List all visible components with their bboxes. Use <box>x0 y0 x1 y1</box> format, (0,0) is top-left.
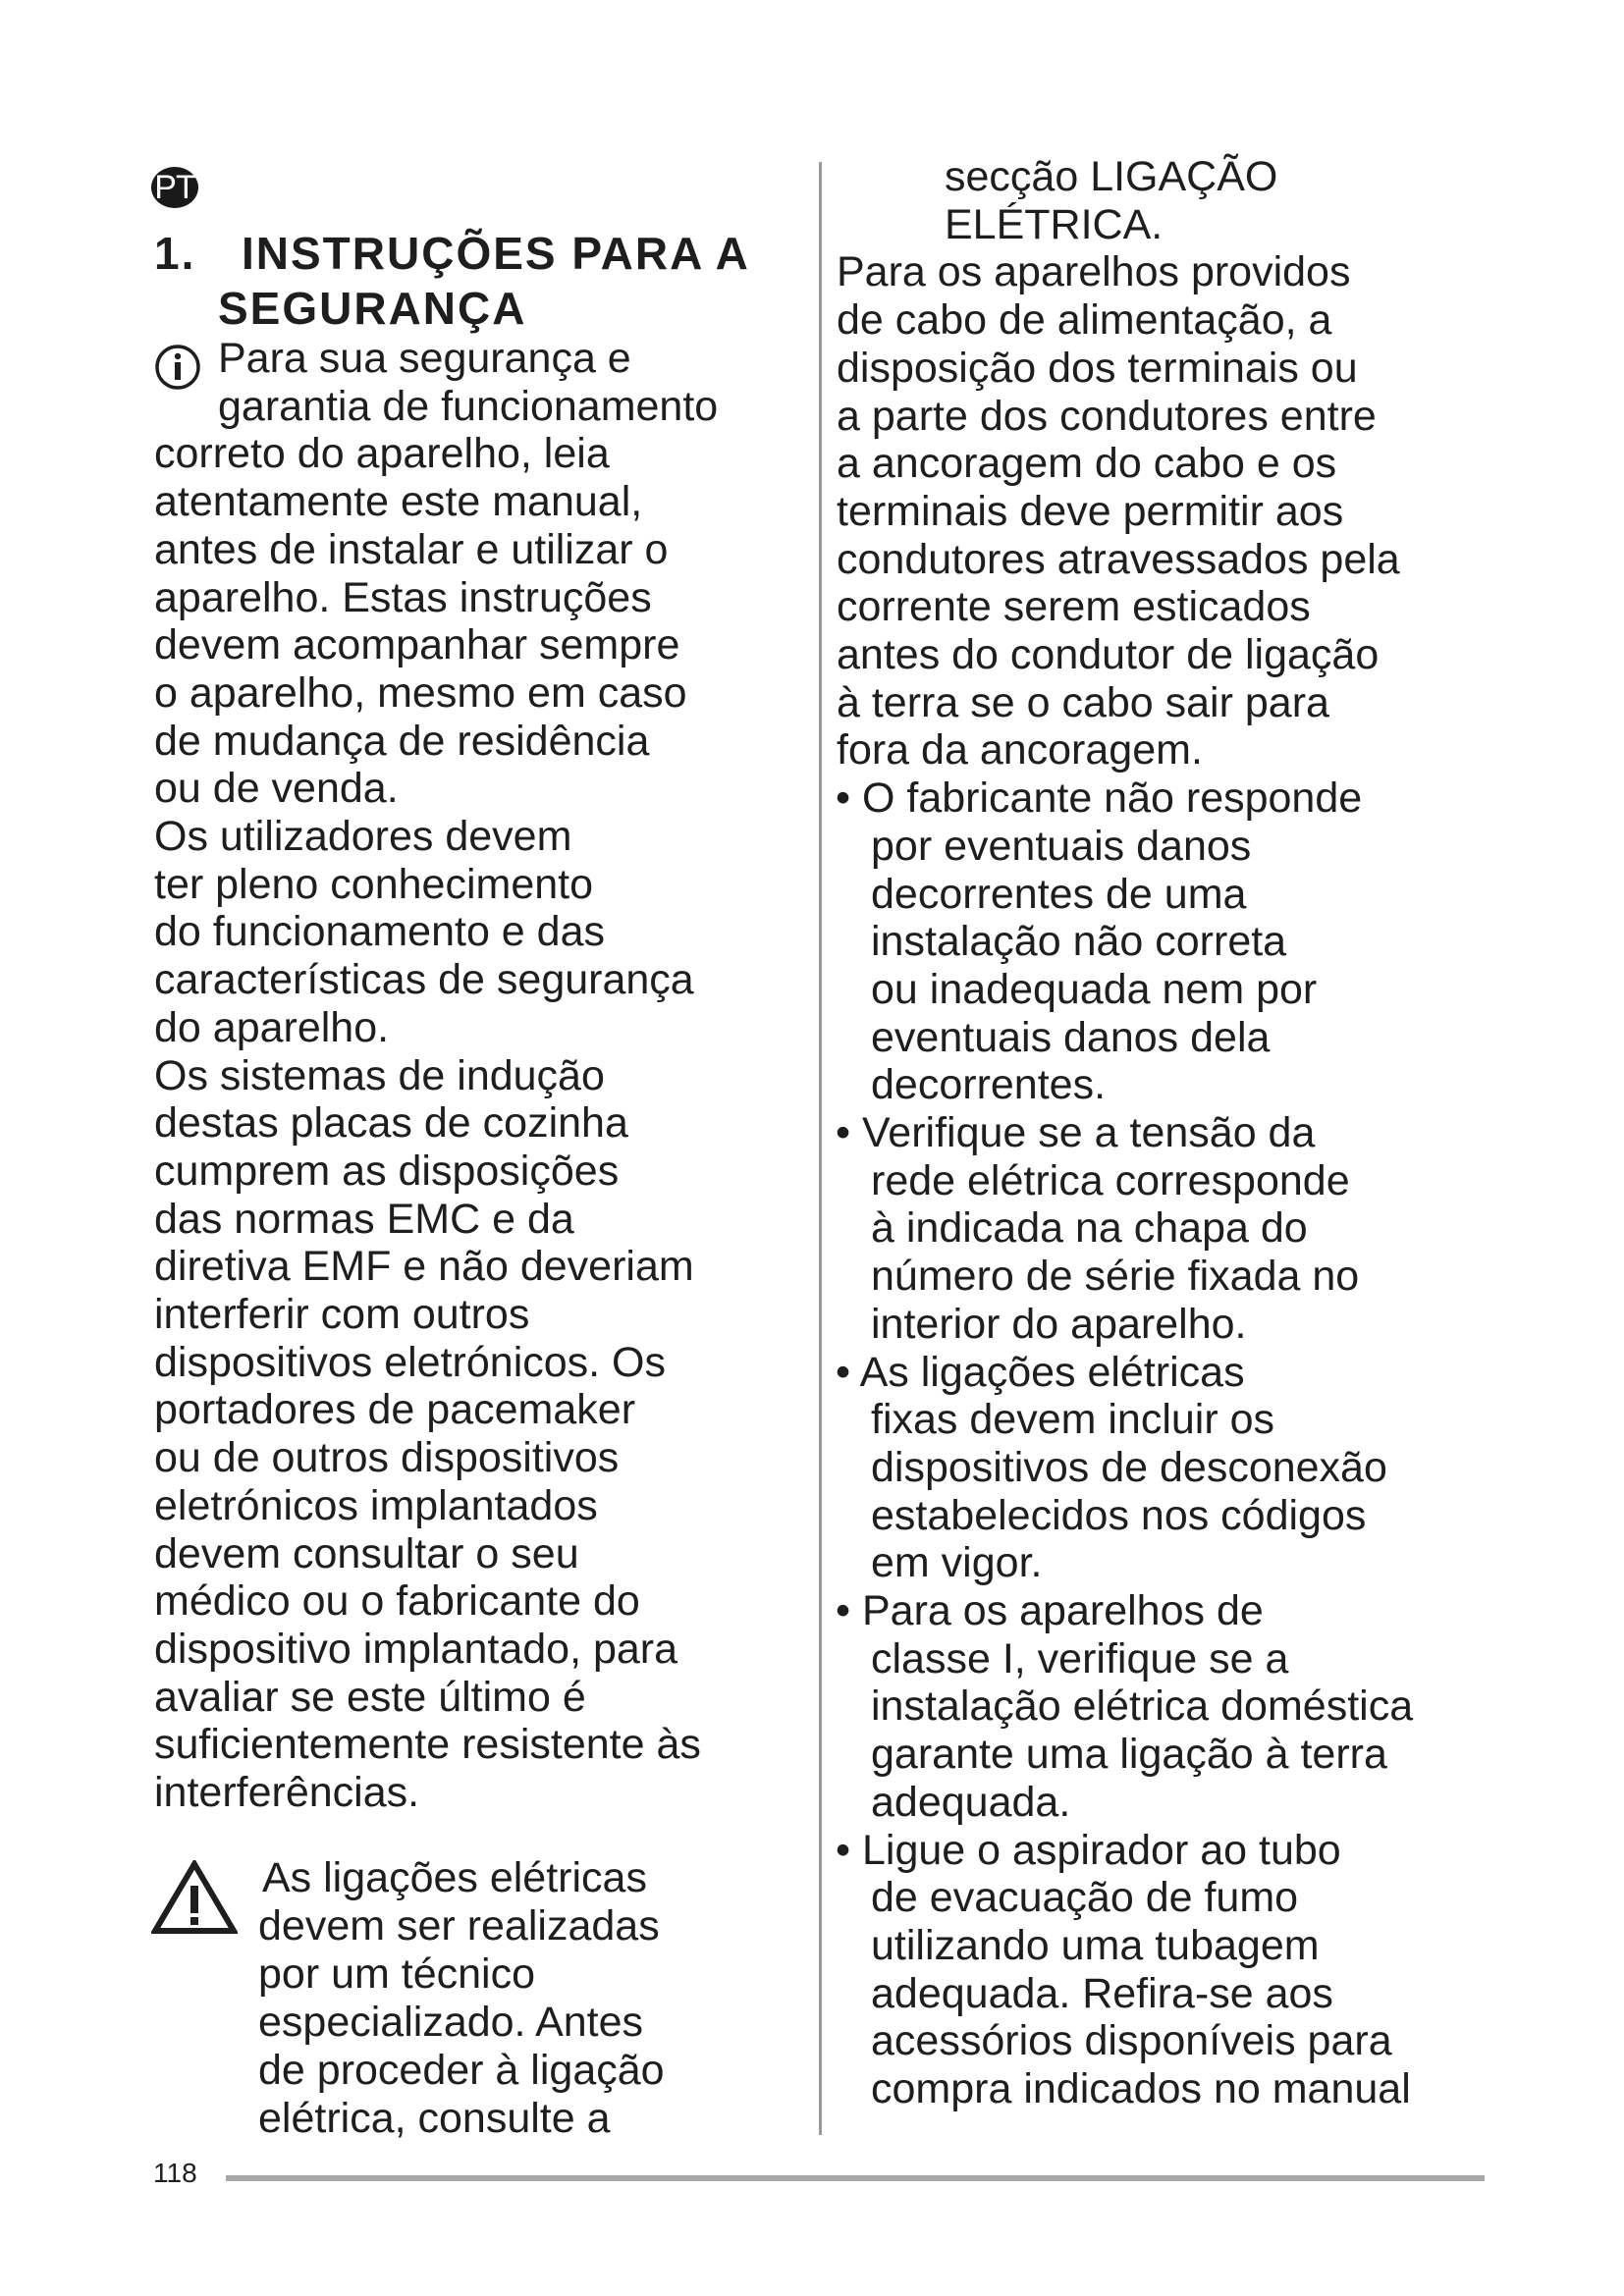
text-line: estabelecidos nos códigos <box>871 1491 1367 1539</box>
text-line: interferir com outros <box>154 1291 530 1338</box>
text-line: • O fabricante não responde <box>836 774 1363 823</box>
text-line: portadores de pacemaker <box>154 1386 636 1434</box>
text-line: secção LIGAÇÃO <box>945 153 1278 200</box>
language-badge: PT <box>151 167 198 208</box>
text-line: por eventuais danos <box>871 822 1252 870</box>
info-icon <box>154 344 201 391</box>
text-line: avaliar se este último é <box>154 1673 586 1721</box>
text-line: de cabo de alimentação, a <box>837 296 1332 345</box>
text-line: garante uma ligação à terra <box>871 1731 1387 1779</box>
text-line: médico ou o fabricante do <box>154 1577 640 1626</box>
text-line: condutores atravessados pela <box>837 535 1400 583</box>
text-line: dispositivos de desconexão <box>871 1443 1387 1491</box>
text-line: antes do condutor de ligação <box>837 631 1380 678</box>
text-line: ter pleno conhecimento <box>154 860 594 908</box>
text-line: características de segurança <box>154 956 694 1004</box>
text-line: • Para os aparelhos de <box>836 1587 1264 1634</box>
text-line: corrente serem esticados <box>837 583 1311 631</box>
text-line: eletrónicos implantados <box>154 1481 598 1529</box>
text-line: o aparelho, mesmo em caso <box>154 668 687 717</box>
text-line: de evacuação de fumo <box>871 1874 1299 1922</box>
text-line: fora da ancoragem. <box>837 726 1203 774</box>
text-line: a ancoragem do cabo e os <box>837 440 1337 488</box>
text-line: ou de venda. <box>154 765 399 813</box>
text-line: • Ligue o aspirador ao tubo <box>836 1826 1341 1874</box>
text-line: • Verifique se a tensão da <box>836 1109 1316 1156</box>
text-line: Os utilizadores devem <box>154 813 572 860</box>
column-divider <box>819 162 822 2135</box>
text-line: decorrentes de uma <box>871 870 1247 918</box>
text-line: devem acompanhar sempre <box>154 621 680 669</box>
text-line: garantia de funcionamento <box>218 382 719 430</box>
text-line: atentamente este manual, <box>154 478 643 526</box>
text-line: instalação elétrica doméstica <box>871 1682 1414 1731</box>
text-line: elétrica, consulte a <box>258 2095 611 2142</box>
text-line: Para os aparelhos providos <box>837 248 1351 296</box>
text-line: dispositivos eletrónicos. Os <box>154 1338 666 1386</box>
text-line: em vigor. <box>871 1539 1043 1587</box>
text-line: devem ser realizadas <box>258 1902 660 1949</box>
text-line: rede elétrica corresponde <box>871 1156 1350 1204</box>
text-line: por um técnico <box>258 1950 536 1998</box>
text-line: classe I, verifique se a <box>871 1634 1289 1682</box>
text-line: à terra se o cabo sair para <box>837 678 1329 726</box>
text-line: número de série fixada no <box>871 1253 1360 1301</box>
text-line: instalação não correta <box>871 918 1287 966</box>
text-line: adequada. Refira-se aos <box>871 1969 1333 2017</box>
text-line: aparelho. Estas instruções <box>154 573 652 621</box>
text-line: • As ligações elétricas <box>836 1348 1245 1396</box>
text-line: especializado. Antes <box>258 1999 644 2046</box>
text-line: cumprem as disposições <box>154 1147 620 1195</box>
text-line: eventuais danos dela <box>871 1013 1271 1061</box>
text-line: dispositivo implantado, para <box>154 1625 678 1673</box>
text-line: das normas EMC e da <box>154 1195 574 1243</box>
text-line: suficientemente resistente às <box>154 1721 701 1769</box>
text-line: diretiva EMF e não deveriam <box>154 1243 694 1291</box>
text-line: devem consultar o seu <box>154 1529 579 1577</box>
text-line: disposição dos terminais ou <box>837 344 1358 392</box>
text-line: de mudança de residência <box>154 717 650 765</box>
text-line: de proceder à ligação <box>258 2047 665 2094</box>
text-line: do funcionamento e das <box>154 908 605 956</box>
section-title-line2: SEGURANÇA <box>218 283 527 334</box>
page-number: 118 <box>153 2158 197 2188</box>
text-line: interior do aparelho. <box>871 1300 1247 1348</box>
warning-icon <box>151 1860 238 1935</box>
text-line: adequada. <box>871 1778 1071 1826</box>
section-title-line1: INSTRUÇÕES PARA A <box>242 228 750 279</box>
text-line: do aparelho. <box>154 1003 390 1051</box>
text-line: ELÉTRICA. <box>945 200 1164 248</box>
text-line: decorrentes. <box>871 1061 1107 1109</box>
text-line: ou de outros dispositivos <box>154 1434 620 1482</box>
text-line: acessórios disponíveis para <box>871 2017 1392 2065</box>
text-line: As ligações elétricas <box>262 1854 647 1901</box>
text-line: Para sua segurança e <box>218 335 631 382</box>
text-line: utilizando uma tubagem <box>871 1921 1320 1969</box>
text-line: à indicada na chapa do <box>871 1204 1308 1253</box>
text-line: ou inadequada nem por <box>871 965 1318 1013</box>
text-line: antes de instalar e utilizar o <box>154 525 669 573</box>
text-line: compra indicados no manual <box>871 2065 1411 2112</box>
text-line: interferências. <box>154 1769 420 1816</box>
text-line: terminais deve permitir aos <box>837 487 1344 535</box>
footer-rule <box>226 2175 1485 2181</box>
text-line: a parte dos condutores entre <box>837 392 1377 440</box>
text-line: Os sistemas de indução <box>154 1051 605 1099</box>
text-line: destas placas de cozinha <box>154 1099 628 1148</box>
text-line: fixas devem incluir os <box>871 1396 1275 1444</box>
section-number: 1. <box>154 228 196 279</box>
text-line: correto do aparelho, leia <box>154 430 610 478</box>
